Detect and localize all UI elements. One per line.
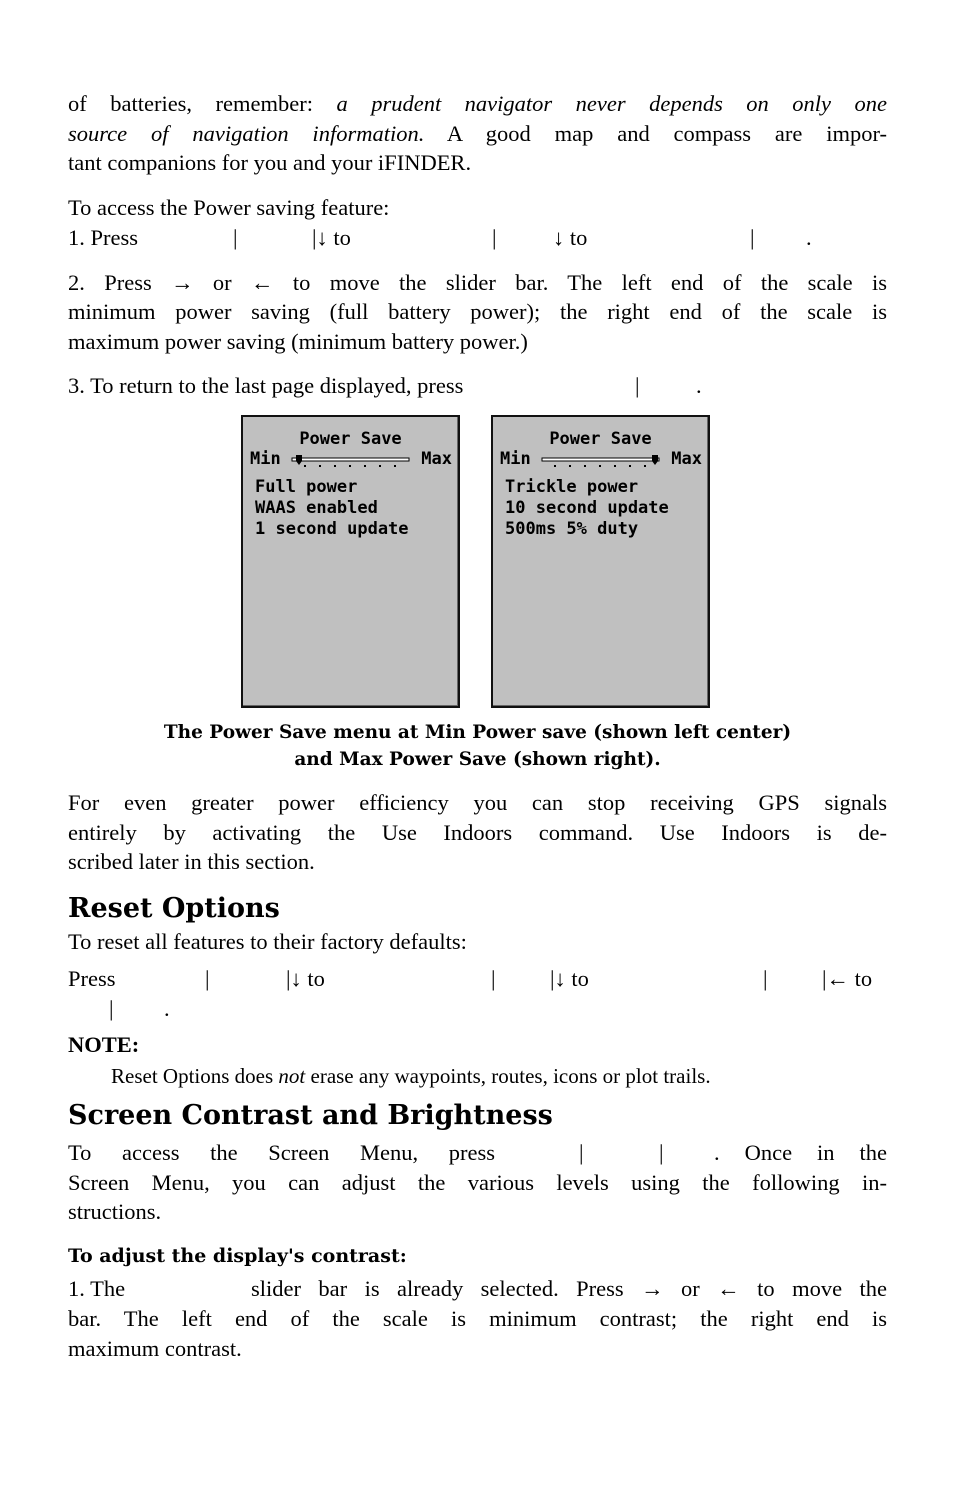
info-line: 10 second update	[505, 498, 669, 518]
contrast-step1-line2: bar. The left end of the scale is minimum contrast; the right end is	[68, 1306, 887, 1331]
contrast-line1-rest: . Once in the	[714, 1140, 887, 1165]
slider-track	[542, 458, 659, 461]
slider-min-label: Min	[250, 449, 281, 469]
slider-tick	[334, 465, 336, 467]
step1-prefix: 1. Press	[68, 225, 139, 250]
screen-contrast-heading: Screen Contrast and Brightness	[68, 1100, 553, 1131]
screen-title: Power Save	[549, 429, 652, 449]
slider-thumb	[652, 455, 658, 465]
step2-line2: minimum power saving (full battery power); the right end of the scale is	[68, 299, 887, 324]
contrast-step1-rest: slider bar is already selected. Press → or ← to move the	[251, 1276, 887, 1301]
step1-down-to: ↓ to	[553, 225, 588, 250]
slider-tick	[644, 465, 646, 467]
power-save-screen-max	[491, 415, 710, 708]
screen-title: Power Save	[299, 429, 402, 449]
reset-end: .	[164, 996, 170, 1021]
step1-separator: |	[492, 225, 497, 250]
para2-line1: For even greater power efficiency you can stop receiving GPS signals	[68, 790, 887, 815]
power-save-screen-min	[241, 415, 460, 708]
contrast-separator: |	[579, 1140, 584, 1165]
slider-tick	[614, 465, 616, 467]
para2-line3: scribed later in this section.	[68, 849, 315, 874]
slider-tick	[319, 465, 321, 467]
contrast-step1-line3: maximum contrast.	[68, 1336, 242, 1361]
step1-down-to: |↓ to	[312, 225, 351, 250]
slider-tick	[629, 465, 631, 467]
info-line: 500ms 5% duty	[505, 519, 639, 539]
power-save-slider	[290, 454, 411, 470]
step3-separator: |	[635, 373, 640, 398]
contrast-step1-prefix: 1. The	[68, 1276, 126, 1301]
slider-thumb	[296, 455, 302, 465]
info-line: 1 second update	[255, 519, 409, 539]
step3-end: .	[696, 373, 702, 398]
contrast-line1-text: To access the Screen Menu, press	[68, 1140, 495, 1165]
screen-info	[505, 477, 669, 540]
slider-tick	[379, 465, 381, 467]
slider-max-label: Max	[421, 449, 452, 469]
step1-separator: |	[750, 225, 755, 250]
reset-down-to: |↓ to	[286, 966, 325, 991]
slider-max-label: Max	[671, 449, 702, 469]
power-save-slider	[540, 454, 661, 470]
figure-caption-line2: and Max Power Save (shown right).	[294, 749, 661, 770]
slider-tick	[569, 465, 571, 467]
reset-separator: |	[109, 996, 114, 1021]
para1-line3: tant companions for you and your iFINDER.	[68, 150, 472, 175]
contrast-line2: Screen Menu, you can adjust the various levels using the following in-	[68, 1170, 887, 1195]
slider-tick	[364, 465, 366, 467]
power-save-intro: To access the Power saving feature:	[68, 195, 390, 220]
step2-line3: maximum power saving (minimum battery power.)	[68, 329, 528, 354]
step3-text: 3. To return to the last page displayed, press	[68, 373, 464, 398]
para1-line2: source of navigation information. A good map and compass are impor-	[68, 121, 887, 146]
contrast-line3: structions.	[68, 1199, 162, 1224]
reset-separator: |	[763, 966, 768, 991]
slider-tick	[304, 465, 306, 467]
slider-tick	[599, 465, 601, 467]
figure-caption-line1: The Power Save menu at Min Power save (shown left center)	[163, 722, 792, 743]
info-line: Full power	[255, 477, 358, 497]
reset-press: Press	[68, 966, 116, 991]
screen-info	[255, 477, 409, 540]
para2-line2: entirely by activating the Use Indoors command. Use Indoors is de-	[68, 820, 887, 845]
step1-separator: |	[233, 225, 238, 250]
slider-tick	[349, 465, 351, 467]
step1-end: .	[806, 225, 812, 250]
reset-down-to: |↓ to	[550, 966, 589, 991]
reset-options-heading: Reset Options	[68, 893, 280, 924]
note-text: Reset Options does not erase any waypoints, routes, icons or plot trails.	[111, 1064, 711, 1088]
slider-tick	[554, 465, 556, 467]
slider-min-label: Min	[500, 449, 531, 469]
contrast-subheading: To adjust the display's contrast:	[68, 1245, 407, 1267]
info-line: WAAS enabled	[255, 498, 378, 518]
step2-line1: 2. Press → or ← to move the slider bar. The left end of the scale is	[68, 270, 887, 295]
reset-left-to: |← to	[822, 966, 873, 991]
reset-intro: To reset all features to their factory defaults:	[68, 929, 467, 954]
info-line: Trickle power	[505, 477, 639, 497]
slider-tick	[394, 465, 396, 467]
reset-separator: |	[491, 966, 496, 991]
para1-line1: of batteries, remember: a prudent navigator never depends on only one	[68, 91, 887, 116]
note-label: NOTE:	[68, 1032, 140, 1057]
reset-separator: |	[205, 966, 210, 991]
slider-tick	[584, 465, 586, 467]
contrast-separator: |	[659, 1140, 664, 1165]
slider-track	[292, 458, 409, 461]
